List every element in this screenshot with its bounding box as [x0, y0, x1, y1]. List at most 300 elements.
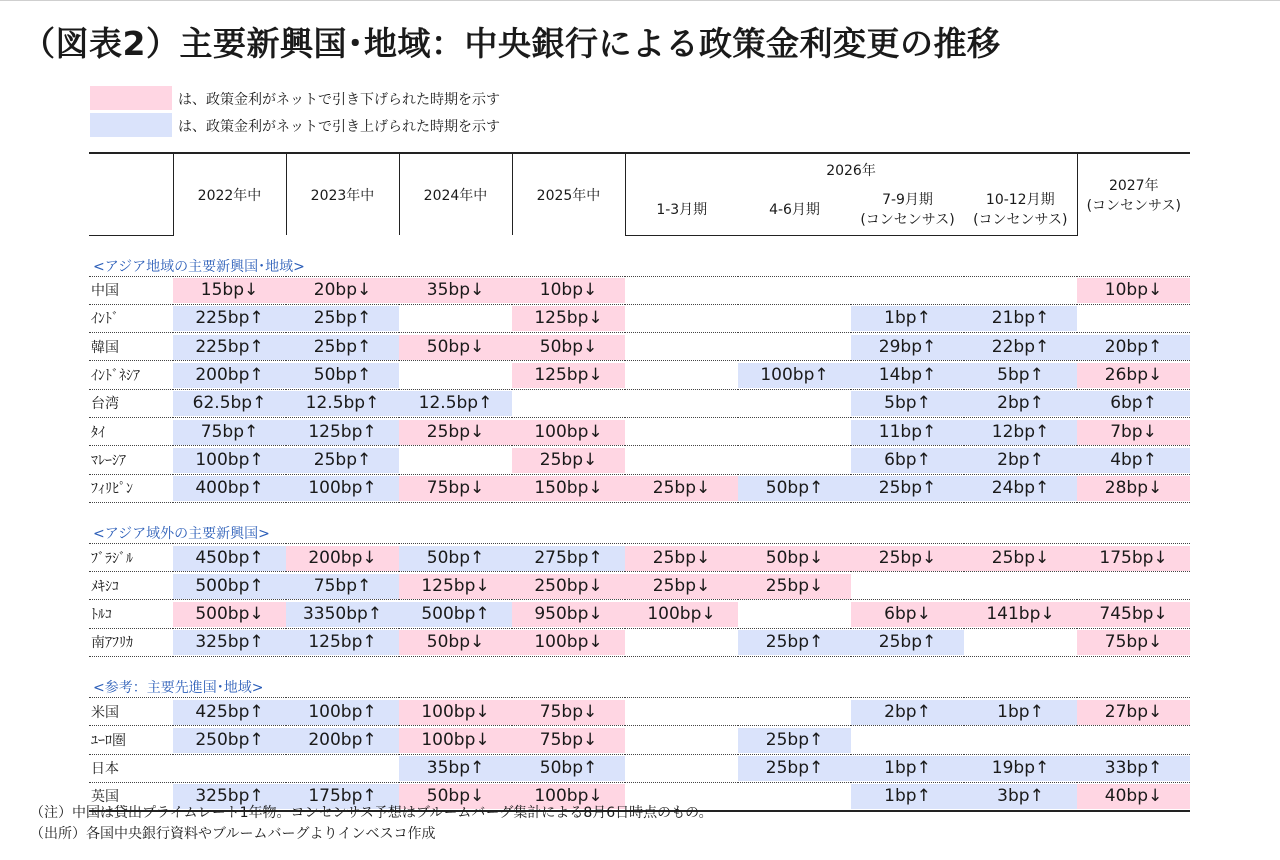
rate-value	[625, 756, 738, 781]
rate-cell	[625, 726, 738, 754]
rate-value: 5bp↑	[851, 391, 964, 416]
rate-value: 12.5bp↑	[286, 391, 399, 416]
rate-cell	[964, 446, 1077, 474]
section-spacer	[89, 657, 1190, 673]
rate-value	[512, 391, 625, 416]
rate-cell	[738, 628, 851, 656]
rate-value: 21bp↑	[964, 306, 1077, 331]
page-title: （図表2）主要新興国･地域：中央銀行による政策金利変更の推移	[22, 24, 1001, 63]
rate-cell	[286, 389, 399, 417]
rate-value: 3bp↑	[964, 784, 1077, 809]
table-row	[89, 572, 1190, 600]
rate-value: 25bp↑	[738, 630, 851, 655]
rate-value: 425bp↑	[173, 700, 286, 725]
rate-value: 25bp↑	[286, 448, 399, 473]
rate-value: 75bp↑	[286, 574, 399, 599]
rate-value: 20bp↓	[286, 278, 399, 303]
rate-cell	[173, 572, 286, 600]
rate-value	[399, 448, 512, 473]
rate-cell	[625, 361, 738, 389]
rate-cell	[851, 276, 964, 304]
rate-value: 100bp↑	[738, 363, 851, 388]
rate-value: 125bp↓	[399, 574, 512, 599]
rate-cell	[738, 572, 851, 600]
rate-value: 25bp↓	[399, 420, 512, 445]
rate-cell	[851, 446, 964, 474]
rate-value: 10bp↓	[1077, 278, 1190, 303]
rate-value	[625, 335, 738, 360]
rate-value: 100bp↑	[286, 700, 399, 725]
rate-cell	[399, 628, 512, 656]
legend-swatch-up	[90, 113, 172, 137]
rate-value: 400bp↑	[173, 476, 286, 501]
country-label: ﾀｲ	[89, 417, 173, 445]
rate-value: 125bp↓	[512, 306, 625, 331]
rate-value	[173, 756, 286, 781]
legend-text-down: は、政策金利がネットで引き下げられた時期を示す	[178, 92, 500, 108]
rate-value: 2bp↑	[964, 391, 1077, 416]
rate-cell	[1077, 474, 1190, 502]
rate-value: 25bp↓	[738, 574, 851, 599]
rate-value: 100bp↑	[286, 476, 399, 501]
rate-cell	[851, 600, 964, 628]
table-row	[89, 361, 1190, 389]
rate-cell	[625, 628, 738, 656]
rate-cell	[512, 543, 625, 571]
rate-cell	[964, 628, 1077, 656]
rate-cell	[1077, 543, 1190, 571]
header-q4	[964, 185, 1077, 235]
rate-cell	[851, 628, 964, 656]
rate-value: 75bp↓	[1077, 630, 1190, 655]
rate-cell	[964, 333, 1077, 361]
rate-value: 6bp↑	[1077, 391, 1190, 416]
footnote-note: （注）中国は貸出プライムレート1年物。コンセンサス予想はブルームバーグ集計による8月6日時点のもの。	[30, 805, 713, 821]
rate-cell	[851, 474, 964, 502]
rate-cell	[1077, 572, 1190, 600]
rate-cell	[173, 628, 286, 656]
rate-value	[625, 728, 738, 753]
rate-cell	[512, 698, 625, 726]
rate-cell	[964, 304, 1077, 332]
rate-cell	[625, 333, 738, 361]
rate-value: 100bp↓	[512, 420, 625, 445]
rate-cell	[512, 600, 625, 628]
table-row	[89, 389, 1190, 417]
header-2025: 2025年中	[512, 153, 625, 235]
rate-cell	[625, 389, 738, 417]
rate-value	[1077, 728, 1190, 753]
rate-cell	[738, 333, 851, 361]
rate-cell	[738, 600, 851, 628]
rate-cell	[512, 361, 625, 389]
rate-cell	[625, 754, 738, 782]
header-2023: 2023年中	[286, 153, 399, 235]
rate-value	[964, 630, 1077, 655]
rate-value: 275bp↑	[512, 546, 625, 571]
rate-cell	[512, 572, 625, 600]
table-row	[89, 600, 1190, 628]
rate-value: 25bp↓	[964, 546, 1077, 571]
rate-value: 325bp↑	[173, 630, 286, 655]
rate-value: 35bp↑	[399, 756, 512, 781]
rate-value: 25bp↑	[851, 630, 964, 655]
rate-value	[625, 420, 738, 445]
rate-value: 100bp↑	[173, 448, 286, 473]
rate-cell	[286, 726, 399, 754]
rate-value: 50bp↑	[512, 756, 625, 781]
rate-value: 50bp↓	[738, 546, 851, 571]
rate-cell	[738, 361, 851, 389]
rate-value: 25bp↑	[738, 756, 851, 781]
country-label: ﾒｷｼｺ	[89, 572, 173, 600]
rate-value: 25bp↑	[286, 335, 399, 360]
rate-value: 225bp↑	[173, 306, 286, 331]
rate-value	[625, 700, 738, 725]
rate-cell	[1077, 754, 1190, 782]
rate-value: 15bp↓	[173, 278, 286, 303]
header-q2: 4-6月期	[738, 185, 851, 235]
rate-value: 25bp↓	[625, 546, 738, 571]
spacer-cell	[89, 502, 1190, 518]
rate-value	[738, 420, 851, 445]
rate-cell	[399, 446, 512, 474]
legend-swatch-down	[90, 86, 172, 110]
table-row	[89, 446, 1190, 474]
rate-cell	[173, 389, 286, 417]
rate-value: 75bp↓	[512, 728, 625, 753]
rate-cell	[1077, 726, 1190, 754]
rate-value: 25bp↓	[512, 448, 625, 473]
rate-cell	[512, 333, 625, 361]
rate-value: 50bp↑	[738, 476, 851, 501]
rate-cell	[1077, 417, 1190, 445]
country-label: ﾄﾙｺ	[89, 600, 173, 628]
rate-cell	[851, 361, 964, 389]
legend-text-up: は、政策金利がネットで引き上げられた時期を示す	[178, 119, 500, 135]
rate-cell	[399, 361, 512, 389]
rate-value: 500bp↑	[399, 602, 512, 627]
rate-value: 50bp↑	[399, 546, 512, 571]
rate-cell	[399, 698, 512, 726]
country-label: 中国	[89, 276, 173, 304]
rate-cell	[625, 543, 738, 571]
rate-cell	[512, 304, 625, 332]
rate-value: 250bp↑	[173, 728, 286, 753]
rate-cell	[738, 474, 851, 502]
rate-cell	[851, 698, 964, 726]
rate-cell	[512, 276, 625, 304]
table-row	[89, 698, 1190, 726]
header-q4-line1: 10-12月期	[985, 191, 1055, 208]
rate-value: 20bp↑	[1077, 335, 1190, 360]
rate-cell	[173, 474, 286, 502]
rate-cell	[173, 446, 286, 474]
country-label: 韓国	[89, 333, 173, 361]
rate-value	[964, 728, 1077, 753]
rate-value: 200bp↓	[286, 546, 399, 571]
rate-value	[738, 700, 851, 725]
rate-cell	[625, 304, 738, 332]
rate-value: 29bp↑	[851, 335, 964, 360]
header-2022: 2022年中	[173, 153, 286, 235]
table-row	[89, 304, 1190, 332]
rate-value: 50bp↓	[512, 335, 625, 360]
country-label: 南ｱﾌﾘｶ	[89, 628, 173, 656]
rate-cell	[399, 417, 512, 445]
rate-cell	[625, 572, 738, 600]
country-label: 英国	[89, 782, 173, 810]
rate-cell	[399, 304, 512, 332]
rate-value: 100bp↓	[512, 784, 625, 809]
footnote-source: （出所）各国中央銀行資料やブルームバーグよりインベスコ作成	[30, 826, 436, 842]
rate-value: 4bp↑	[1077, 448, 1190, 473]
rate-cell	[399, 726, 512, 754]
rate-cell	[173, 698, 286, 726]
rate-value: 62.5bp↑	[173, 391, 286, 416]
rate-value	[625, 306, 738, 331]
rate-value: 175bp↑	[286, 784, 399, 809]
rate-value	[851, 278, 964, 303]
rate-value: 25bp↑	[851, 476, 964, 501]
rate-cell	[738, 782, 851, 810]
rate-cell	[738, 754, 851, 782]
rate-value: 33bp↑	[1077, 756, 1190, 781]
spacer-cell	[89, 657, 1190, 673]
rate-cell	[964, 572, 1077, 600]
rate-value: 22bp↑	[964, 335, 1077, 360]
section-row	[89, 673, 1190, 698]
rate-cell	[738, 389, 851, 417]
rate-value: 27bp↓	[1077, 700, 1190, 725]
rate-cell	[851, 389, 964, 417]
rate-cell	[625, 698, 738, 726]
rate-cell	[399, 543, 512, 571]
rate-value	[964, 278, 1077, 303]
header-q3-line2: (コンセンサス)	[860, 211, 955, 228]
table-row	[89, 628, 1190, 656]
rate-value: 3350bp↑	[286, 602, 399, 627]
rate-value: 100bp↓	[512, 630, 625, 655]
rate-cell	[1077, 782, 1190, 810]
country-label: ﾌﾞﾗｼﾞﾙ	[89, 543, 173, 571]
rate-value	[738, 278, 851, 303]
rate-cell	[286, 698, 399, 726]
rate-cell	[173, 417, 286, 445]
rate-cell	[173, 333, 286, 361]
section-spacer	[89, 502, 1190, 518]
rate-cell	[512, 726, 625, 754]
rate-cell	[625, 474, 738, 502]
rate-value: 500bp↑	[173, 574, 286, 599]
rate-value: 40bp↓	[1077, 784, 1190, 809]
rate-value	[286, 756, 399, 781]
rate-value: 12bp↑	[964, 420, 1077, 445]
rate-cell	[1077, 446, 1190, 474]
country-label: 米国	[89, 698, 173, 726]
rate-value	[625, 278, 738, 303]
rate-cell	[738, 276, 851, 304]
header-2027-line2: (コンセンサス)	[1086, 197, 1181, 214]
rate-value: 50bp↓	[399, 630, 512, 655]
rate-cell	[286, 754, 399, 782]
policy-rate-table	[89, 152, 1190, 812]
header-2027-line1: 2027年	[1108, 177, 1159, 194]
table-row	[89, 754, 1190, 782]
rate-cell	[512, 417, 625, 445]
rate-value: 25bp↓	[851, 546, 964, 571]
rate-cell	[625, 417, 738, 445]
top-border	[0, 0, 1280, 1]
rate-cell	[851, 572, 964, 600]
rate-value: 26bp↓	[1077, 363, 1190, 388]
rate-value: 225bp↑	[173, 335, 286, 360]
rate-value: 745bp↓	[1077, 602, 1190, 627]
rate-cell	[286, 276, 399, 304]
header-q4-line2: (コンセンサス)	[973, 211, 1068, 228]
rate-value	[851, 728, 964, 753]
table-body	[89, 235, 1190, 811]
rate-cell	[851, 726, 964, 754]
rate-value	[399, 363, 512, 388]
rate-cell	[1077, 304, 1190, 332]
rate-cell	[173, 726, 286, 754]
table-row	[89, 417, 1190, 445]
rate-value: 125bp↓	[512, 363, 625, 388]
rate-value: 6bp↓	[851, 602, 964, 627]
rate-cell	[964, 276, 1077, 304]
rate-cell	[964, 726, 1077, 754]
rate-cell	[173, 754, 286, 782]
section-label: <参考：主要先進国･地域>	[89, 673, 1190, 698]
rate-value: 7bp↓	[1077, 420, 1190, 445]
rate-value: 10bp↓	[512, 278, 625, 303]
country-label: 日本	[89, 754, 173, 782]
rate-value: 250bp↓	[512, 574, 625, 599]
rate-value: 25bp↓	[625, 574, 738, 599]
rate-cell	[399, 276, 512, 304]
rate-cell	[738, 304, 851, 332]
header-2027	[1077, 153, 1190, 235]
rate-cell	[738, 417, 851, 445]
rate-value	[738, 448, 851, 473]
rate-value	[625, 363, 738, 388]
section-label: <アジア域外の主要新興国>	[89, 518, 1190, 543]
rate-value: 100bp↓	[625, 602, 738, 627]
rate-cell	[851, 543, 964, 571]
rate-cell	[286, 446, 399, 474]
section-label: <アジア地域の主要新興国･地域>	[89, 251, 1190, 276]
rate-cell	[512, 446, 625, 474]
rate-value	[738, 306, 851, 331]
rate-value	[625, 448, 738, 473]
rate-cell	[173, 276, 286, 304]
country-label: ｲﾝﾄﾞ	[89, 304, 173, 332]
rate-cell	[286, 417, 399, 445]
rate-value: 50bp↑	[286, 363, 399, 388]
rate-value: 325bp↑	[173, 784, 286, 809]
rate-cell	[173, 361, 286, 389]
rate-value: 28bp↓	[1077, 476, 1190, 501]
rate-value: 1bp↑	[851, 756, 964, 781]
rate-cell	[399, 389, 512, 417]
section-row	[89, 518, 1190, 543]
section-row	[89, 251, 1190, 276]
rate-cell	[964, 474, 1077, 502]
rate-value: 500bp↓	[173, 602, 286, 627]
rate-value	[625, 630, 738, 655]
table-row	[89, 543, 1190, 571]
rate-value: 14bp↑	[851, 363, 964, 388]
rate-value: 50bp↓	[399, 784, 512, 809]
rate-cell	[399, 572, 512, 600]
rate-cell	[1077, 600, 1190, 628]
rate-cell	[286, 600, 399, 628]
country-label: ｲﾝﾄﾞﾈｼｱ	[89, 361, 173, 389]
country-label: ﾕｰﾛ圏	[89, 726, 173, 754]
rate-value	[964, 574, 1077, 599]
rate-value: 12.5bp↑	[399, 391, 512, 416]
rate-cell	[851, 754, 964, 782]
rate-value: 175bp↓	[1077, 546, 1190, 571]
rate-cell	[286, 333, 399, 361]
rate-cell	[286, 304, 399, 332]
rate-cell	[738, 698, 851, 726]
rate-value: 6bp↑	[851, 448, 964, 473]
rate-value: 50bp↓	[399, 335, 512, 360]
rate-cell	[1077, 361, 1190, 389]
rate-cell	[1077, 333, 1190, 361]
rate-cell	[286, 543, 399, 571]
rate-value: 100bp↓	[399, 700, 512, 725]
rate-value: 35bp↓	[399, 278, 512, 303]
rate-cell	[512, 628, 625, 656]
rate-value: 141bp↓	[964, 602, 1077, 627]
rate-value	[399, 306, 512, 331]
rate-cell	[173, 304, 286, 332]
section-spacer	[89, 235, 1190, 251]
rate-cell	[286, 361, 399, 389]
rate-value: 24bp↑	[964, 476, 1077, 501]
rate-value	[851, 574, 964, 599]
country-label: ﾌｨﾘﾋﾟﾝ	[89, 474, 173, 502]
rate-cell	[964, 600, 1077, 628]
rate-cell	[1077, 628, 1190, 656]
rate-value	[738, 335, 851, 360]
rate-value	[1077, 574, 1190, 599]
rate-cell	[286, 628, 399, 656]
rate-value: 1bp↑	[851, 306, 964, 331]
rate-cell	[399, 754, 512, 782]
header-q3-line1: 7-9月期	[882, 191, 933, 208]
spacer-cell	[89, 235, 1190, 251]
rate-value: 1bp↑	[964, 700, 1077, 725]
rate-value: 950bp↓	[512, 602, 625, 627]
rate-cell	[1077, 276, 1190, 304]
rate-value: 2bp↑	[851, 700, 964, 725]
rate-cell	[399, 600, 512, 628]
rate-cell	[738, 543, 851, 571]
rate-cell	[964, 543, 1077, 571]
rate-cell	[851, 333, 964, 361]
rate-value: 25bp↓	[625, 476, 738, 501]
country-label: ﾏﾚｰｼｱ	[89, 446, 173, 474]
rate-cell	[625, 446, 738, 474]
rate-value: 75bp↑	[173, 420, 286, 445]
rate-value: 25bp↑	[738, 728, 851, 753]
table-row	[89, 726, 1190, 754]
rate-cell	[399, 333, 512, 361]
